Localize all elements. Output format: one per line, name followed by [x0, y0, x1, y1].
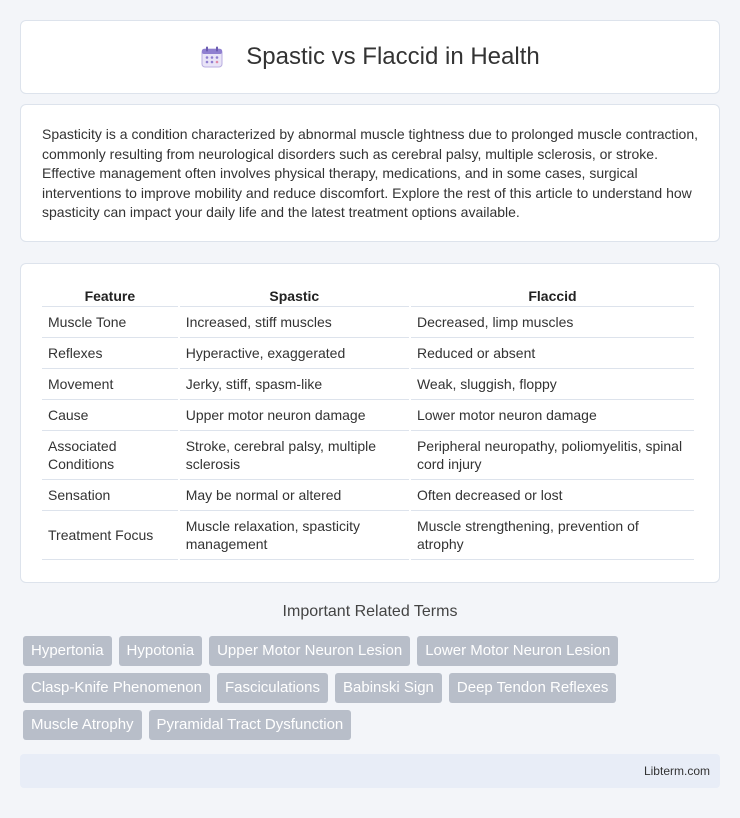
related-term-tag[interactable]: Lower Motor Neuron Lesion: [417, 636, 618, 666]
table-cell-flaccid: Reduced or absent: [411, 338, 694, 369]
table-cell-spastic: Stroke, cerebral palsy, multiple sclerosis: [180, 431, 409, 480]
related-term-tag[interactable]: Fasciculations: [217, 673, 328, 703]
table-cell-feature: Sensation: [42, 480, 178, 511]
table-cell-flaccid: Muscle strengthening, prevention of atrophy: [411, 511, 694, 560]
table-cell-flaccid: Weak, sluggish, floppy: [411, 369, 694, 400]
table-cell-feature: Associated Conditions: [42, 431, 178, 480]
table-cell-feature: Muscle Tone: [42, 307, 178, 338]
column-header-flaccid: Flaccid: [411, 284, 694, 307]
table-cell-feature: Cause: [42, 400, 178, 431]
related-term-tag[interactable]: Clasp-Knife Phenomenon: [23, 673, 210, 703]
related-term-tag[interactable]: Hypertonia: [23, 636, 112, 666]
comparison-table-card: [20, 263, 720, 583]
table-cell-spastic: May be normal or altered: [180, 480, 409, 511]
related-term-tag[interactable]: Hypotonia: [119, 636, 203, 666]
calendar-icon: [200, 45, 224, 69]
related-terms-title: Important Related Terms: [282, 603, 458, 620]
related-term-tag[interactable]: Pyramidal Tract Dysfunction: [149, 710, 352, 740]
table-cell-spastic: Jerky, stiff, spasm-like: [180, 369, 409, 400]
table-cell-flaccid: Decreased, limp muscles: [411, 307, 694, 338]
table-row: [42, 480, 694, 511]
table-cell-flaccid: Peripheral neuropathy, poliomyelitis, spinal cord injury: [411, 431, 694, 480]
related-term-tag[interactable]: Muscle Atrophy: [23, 710, 142, 740]
column-header-feature: Feature: [42, 284, 178, 307]
table-row: [42, 307, 694, 338]
footer-brand-link[interactable]: Libterm.com: [643, 764, 710, 778]
table-row: [42, 431, 694, 480]
table-cell-flaccid: Often decreased or lost: [411, 480, 694, 511]
column-header-spastic: Spastic: [180, 284, 409, 307]
table-cell-spastic: Muscle relaxation, spasticity management: [180, 511, 409, 560]
comparison-table: [40, 284, 696, 560]
page-title: Spastic vs Flaccid in Health: [246, 43, 540, 70]
related-terms-list: [23, 636, 723, 740]
intro-card: [20, 104, 720, 242]
table-cell-feature: Treatment Focus: [42, 511, 178, 560]
table-header-row: [42, 284, 694, 307]
intro-paragraph: Spasticity is a condition characterized by abnormal muscle tightness due to prolonged muscle contraction, commonly resulting from neurological disorders such as cerebral palsy, multiple sclerosis, or stroke. Effective management often involves physical therapy, medications, and in some cases, surgical interventions to improve mobility and reduce discomfort. Explore the rest of this article to understand how spasticity can impact your daily life and the latest treatment options available.: [42, 126, 699, 220]
table-cell-feature: Reflexes: [42, 338, 178, 369]
table-cell-spastic: Upper motor neuron damage: [180, 400, 409, 431]
related-term-tag[interactable]: Babinski Sign: [335, 673, 442, 703]
table-row: [42, 511, 694, 560]
table-cell-feature: Movement: [42, 369, 178, 400]
table-cell-spastic: Hyperactive, exaggerated: [180, 338, 409, 369]
related-term-tag[interactable]: Deep Tendon Reflexes: [449, 673, 617, 703]
table-cell-spastic: Increased, stiff muscles: [180, 307, 409, 338]
related-term-tag[interactable]: Upper Motor Neuron Lesion: [209, 636, 410, 666]
table-row: [42, 338, 694, 369]
table-cell-flaccid: Lower motor neuron damage: [411, 400, 694, 431]
header-card: [20, 20, 720, 94]
footer: [20, 754, 720, 788]
table-row: [42, 369, 694, 400]
table-row: [42, 400, 694, 431]
